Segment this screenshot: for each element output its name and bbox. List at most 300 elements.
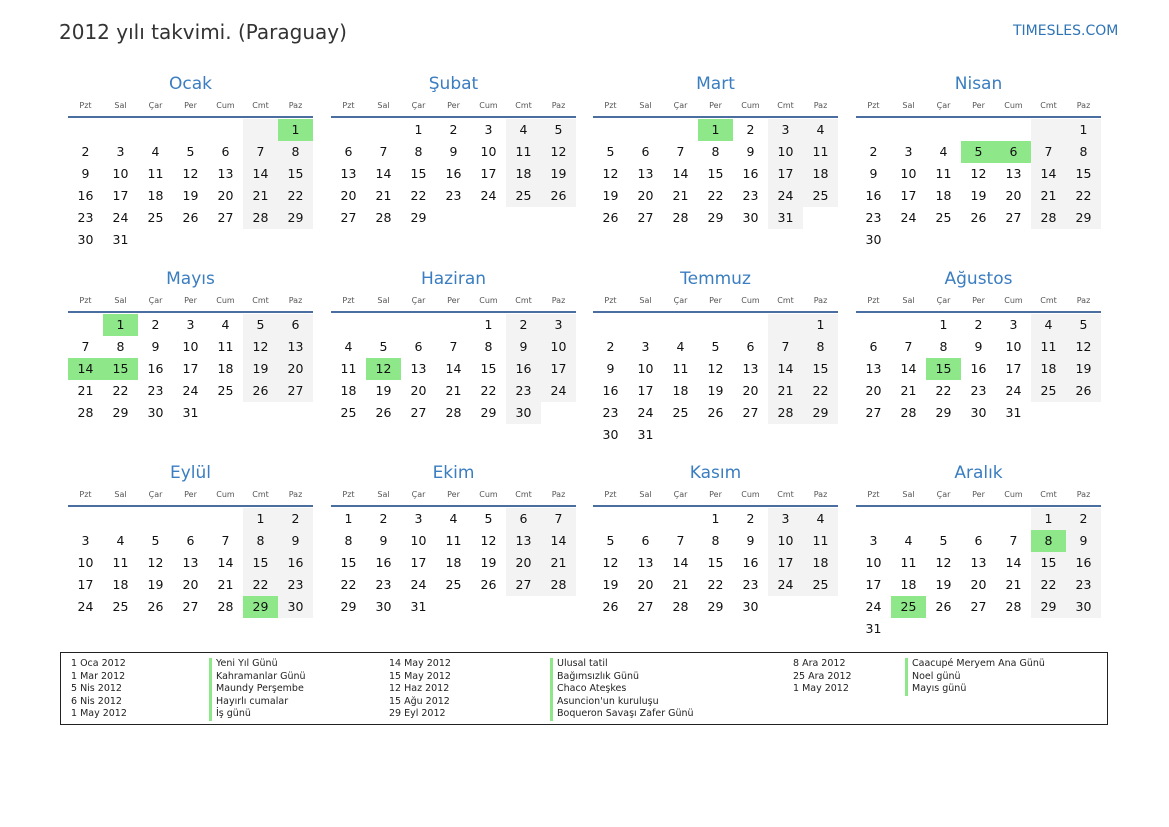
holiday-legend — [60, 652, 1108, 725]
day-cell: 26 — [480, 577, 497, 592]
legend-entry: 1 Oca 2012 — [71, 658, 126, 669]
empty-day-cell — [891, 618, 926, 640]
empty-day-cell — [803, 207, 838, 229]
day-cell: 29 — [1031, 596, 1066, 618]
legend-entry: 15 May 2012 — [389, 670, 451, 682]
day-cell: 1 — [1031, 508, 1066, 530]
day-cell: 8 — [711, 533, 720, 548]
day-cell: 6 — [869, 339, 878, 354]
empty-day-cell — [733, 314, 768, 336]
day-cell: 2 — [869, 144, 878, 159]
day-cell: 9 — [746, 144, 755, 159]
day-cell: 12 — [602, 555, 619, 570]
day-grid — [331, 314, 576, 424]
weekday-label: Per — [972, 296, 985, 305]
day-cell: 27 — [742, 405, 759, 420]
day-cell: 19 — [935, 577, 952, 592]
day-cell: 6 — [278, 314, 313, 336]
month-calendar — [593, 73, 838, 229]
legend-entry: Bağımsızlık Günü — [550, 671, 694, 684]
month-name: Haziran — [420, 269, 487, 289]
weekday-label: Cum — [479, 490, 498, 499]
day-cell: 10 — [182, 339, 199, 354]
day-cell: 20 — [742, 383, 759, 398]
weekday-header — [331, 99, 576, 113]
month-name: Ağustos — [944, 269, 1013, 289]
day-cell: 22 — [340, 577, 357, 592]
day-cell: 15 — [707, 166, 724, 181]
day-cell: 12 — [707, 361, 724, 376]
day-cell: 14 — [217, 555, 234, 570]
day-cell: 13 — [182, 555, 199, 570]
legend-entry: Chaco Ateşkes — [550, 683, 694, 696]
day-cell: 6 — [996, 141, 1031, 163]
day-cell: 14 — [445, 361, 462, 376]
month-calendar — [68, 268, 313, 424]
day-cell: 9 — [746, 533, 755, 548]
day-cell: 9 — [81, 166, 90, 181]
empty-day-cell — [926, 508, 961, 530]
month-name: Temmuz — [680, 269, 751, 289]
day-cell: 13 — [410, 361, 427, 376]
legend-entry: Caacupé Meryem Ana Günü — [905, 658, 1045, 671]
empty-day-cell — [208, 119, 243, 141]
day-cell: 21 — [445, 383, 462, 398]
weekday-label: Sal — [902, 490, 915, 499]
day-cell: 15 — [340, 555, 357, 570]
day-cell: 7 — [379, 144, 388, 159]
empty-day-cell — [541, 207, 576, 229]
empty-day-cell — [996, 508, 1031, 530]
legend-entry: 8 Ara 2012 — [793, 658, 846, 669]
day-cell: 9 — [151, 339, 160, 354]
day-cell: 18 — [445, 555, 462, 570]
day-cell: 14 — [768, 358, 803, 380]
day-cell: 24 — [112, 210, 129, 225]
day-cell: 1 — [939, 317, 948, 332]
day-cell: 11 — [1031, 336, 1066, 358]
day-cell: 29 — [707, 599, 724, 614]
day-cell: 24 — [900, 210, 917, 225]
day-cell: 6 — [746, 339, 755, 354]
day-cell: 31 — [768, 207, 803, 229]
day-cell: 8 — [803, 336, 838, 358]
legend-dates-col3 — [793, 658, 852, 696]
empty-day-cell — [331, 119, 366, 141]
header-divider — [68, 505, 313, 507]
day-cell: 20 — [278, 358, 313, 380]
day-cell: 3 — [81, 533, 90, 548]
empty-day-cell — [996, 229, 1031, 251]
day-cell: 1 — [103, 314, 138, 336]
day-grid — [593, 119, 838, 229]
day-cell: 28 — [445, 405, 462, 420]
day-cell: 27 — [278, 380, 313, 402]
empty-day-cell — [961, 229, 996, 251]
day-cell: 5 — [961, 141, 996, 163]
day-cell: 23 — [77, 210, 94, 225]
day-cell: 17 — [768, 163, 803, 185]
day-cell: 16 — [742, 555, 759, 570]
weekday-label: Per — [709, 296, 722, 305]
day-cell: 19 — [707, 383, 724, 398]
day-cell: 3 — [869, 533, 878, 548]
day-cell: 12 — [970, 166, 987, 181]
day-cell: 23 — [445, 188, 462, 203]
empty-day-cell — [68, 508, 103, 530]
month-name: Aralık — [954, 463, 1003, 483]
weekday-label: Cum — [1004, 101, 1023, 110]
day-cell: 4 — [803, 119, 838, 141]
day-cell: 31 — [112, 232, 129, 247]
legend-entry: Asuncion'un kuruluşu — [550, 696, 694, 709]
empty-day-cell — [436, 207, 471, 229]
empty-day-cell — [138, 508, 173, 530]
month-name: Mart — [696, 74, 735, 94]
day-cell: 16 — [375, 555, 392, 570]
empty-day-cell — [138, 119, 173, 141]
day-grid — [593, 314, 838, 446]
day-cell: 16 — [865, 188, 882, 203]
day-cell: 30 — [865, 232, 882, 247]
weekday-label: Cum — [741, 101, 760, 110]
day-cell: 24 — [541, 380, 576, 402]
weekday-label: Per — [972, 101, 985, 110]
month-name: Eylül — [169, 463, 212, 483]
day-cell: 10 — [900, 166, 917, 181]
empty-day-cell — [856, 508, 891, 530]
weekday-header — [856, 99, 1101, 113]
day-cell: 8 — [278, 141, 313, 163]
weekday-label: Paz — [1076, 490, 1091, 499]
weekday-header — [331, 488, 576, 502]
day-cell: 27 — [970, 599, 987, 614]
weekday-label: Çar — [673, 490, 688, 499]
month-calendar — [593, 462, 838, 618]
empty-day-cell — [173, 119, 208, 141]
weekday-label: Pzt — [342, 296, 355, 305]
day-cell: 17 — [541, 358, 576, 380]
day-cell: 7 — [1009, 533, 1018, 548]
day-cell: 26 — [707, 405, 724, 420]
legend-entry: 29 Eyl 2012 — [389, 708, 446, 720]
weekday-label: Paz — [1076, 296, 1091, 305]
day-cell: 23 — [278, 574, 313, 596]
day-cell: 2 — [81, 144, 90, 159]
day-cell: 3 — [768, 119, 803, 141]
day-cell: 17 — [865, 577, 882, 592]
day-cell: 19 — [1066, 358, 1101, 380]
day-cell: 28 — [768, 402, 803, 424]
day-cell: 8 — [1066, 141, 1101, 163]
day-cell: 12 — [480, 533, 497, 548]
weekday-header — [593, 294, 838, 308]
day-cell: 28 — [243, 207, 278, 229]
empty-day-cell — [1031, 229, 1066, 251]
day-cell: 9 — [869, 166, 878, 181]
day-cell: 31 — [637, 427, 654, 442]
empty-day-cell — [803, 424, 838, 446]
empty-day-cell — [891, 229, 926, 251]
day-cell: 31 — [865, 621, 882, 636]
empty-day-cell — [243, 402, 278, 424]
day-cell: 5 — [606, 533, 615, 548]
day-cell: 27 — [182, 599, 199, 614]
legend-entry: Mayıs günü — [905, 683, 1045, 696]
day-cell: 8 — [1031, 530, 1066, 552]
day-cell: 15 — [103, 358, 138, 380]
day-cell: 25 — [891, 596, 926, 618]
day-cell: 26 — [935, 599, 952, 614]
empty-day-cell — [1031, 402, 1066, 424]
day-cell: 2 — [278, 508, 313, 530]
day-cell: 29 — [278, 207, 313, 229]
day-cell: 23 — [742, 188, 759, 203]
empty-day-cell — [208, 229, 243, 251]
weekday-label: Cmt — [515, 296, 532, 305]
day-cell: 6 — [344, 144, 353, 159]
day-cell: 14 — [68, 358, 103, 380]
day-cell: 15 — [278, 163, 313, 185]
day-cell: 30 — [742, 599, 759, 614]
day-cell: 20 — [637, 577, 654, 592]
day-cell: 22 — [410, 188, 427, 203]
empty-day-cell — [768, 596, 803, 618]
day-cell: 1 — [344, 511, 353, 526]
day-cell: 10 — [410, 533, 427, 548]
weekday-header — [68, 488, 313, 502]
day-cell: 25 — [112, 599, 129, 614]
day-cell: 24 — [768, 574, 803, 596]
day-cell: 19 — [243, 358, 278, 380]
day-cell: 26 — [970, 210, 987, 225]
day-cell: 12 — [935, 555, 952, 570]
day-cell: 24 — [182, 383, 199, 398]
day-cell: 22 — [112, 383, 129, 398]
site-link[interactable]: TIMESLES.COM — [1013, 23, 1119, 39]
empty-day-cell — [663, 424, 698, 446]
weekday-label: Paz — [288, 101, 303, 110]
day-cell: 29 — [935, 405, 952, 420]
day-cell: 30 — [278, 596, 313, 618]
day-cell: 6 — [641, 533, 650, 548]
header-divider — [331, 505, 576, 507]
empty-day-cell — [278, 402, 313, 424]
day-cell: 5 — [606, 144, 615, 159]
day-cell: 6 — [414, 339, 423, 354]
empty-day-cell — [278, 229, 313, 251]
legend-entry: Noel günü — [905, 671, 1045, 684]
day-cell: 11 — [112, 555, 129, 570]
header-divider — [593, 505, 838, 507]
day-cell: 12 — [602, 166, 619, 181]
day-cell: 30 — [506, 402, 541, 424]
day-cell: 9 — [606, 361, 615, 376]
month-calendar — [593, 268, 838, 446]
day-cell: 29 — [243, 596, 278, 618]
day-cell: 14 — [541, 530, 576, 552]
month-calendar — [331, 73, 576, 229]
weekday-label: Pzt — [867, 490, 880, 499]
header-divider — [68, 116, 313, 118]
weekday-label: Çar — [411, 296, 426, 305]
day-cell: 23 — [375, 577, 392, 592]
day-cell: 16 — [506, 358, 541, 380]
day-grid — [331, 119, 576, 229]
weekday-label: Çar — [148, 490, 163, 499]
day-cell: 30 — [77, 232, 94, 247]
day-cell: 25 — [803, 185, 838, 207]
day-cell: 29 — [707, 210, 724, 225]
day-cell: 18 — [217, 361, 234, 376]
weekday-label: Pzt — [604, 101, 617, 110]
weekday-label: Paz — [551, 296, 566, 305]
day-cell: 16 — [278, 552, 313, 574]
day-cell: 12 — [243, 336, 278, 358]
empty-day-cell — [1066, 402, 1101, 424]
month-calendar — [68, 73, 313, 251]
weekday-header — [593, 99, 838, 113]
month-name: Kasım — [689, 463, 742, 483]
day-cell: 19 — [970, 188, 987, 203]
day-cell: 10 — [637, 361, 654, 376]
day-cell: 2 — [506, 314, 541, 336]
day-cell: 14 — [243, 163, 278, 185]
day-cell: 21 — [375, 188, 392, 203]
day-cell: 19 — [602, 188, 619, 203]
empty-day-cell — [103, 119, 138, 141]
day-cell: 7 — [81, 339, 90, 354]
day-cell: 7 — [676, 144, 685, 159]
day-cell: 14 — [672, 166, 689, 181]
day-cell: 3 — [768, 508, 803, 530]
empty-day-cell — [366, 314, 401, 336]
day-cell: 10 — [1005, 339, 1022, 354]
day-cell: 24 — [768, 185, 803, 207]
header-divider — [856, 311, 1101, 313]
weekday-label: Cum — [216, 101, 235, 110]
legend-entry: Yeni Yıl Günü — [209, 658, 306, 671]
day-grid — [593, 508, 838, 618]
day-cell: 20 — [637, 188, 654, 203]
day-cell: 6 — [221, 144, 230, 159]
day-cell: 1 — [414, 122, 423, 137]
weekday-label: Cmt — [777, 296, 794, 305]
day-cell: 24 — [637, 405, 654, 420]
weekday-label: Per — [447, 490, 460, 499]
month-calendar — [856, 462, 1101, 640]
day-cell: 26 — [375, 405, 392, 420]
month-calendar — [856, 268, 1101, 424]
empty-day-cell — [366, 119, 401, 141]
day-cell: 24 — [77, 599, 94, 614]
day-cell: 4 — [506, 119, 541, 141]
weekday-header — [593, 488, 838, 502]
day-cell: 20 — [506, 552, 541, 574]
day-cell: 14 — [900, 361, 917, 376]
weekday-label: Sal — [377, 101, 390, 110]
day-cell: 17 — [768, 552, 803, 574]
empty-day-cell — [506, 207, 541, 229]
day-cell: 4 — [904, 533, 913, 548]
month-name: Ocak — [169, 74, 212, 94]
legend-entry: 1 Mar 2012 — [71, 670, 126, 682]
empty-day-cell — [926, 119, 961, 141]
weekday-label: Cmt — [777, 490, 794, 499]
day-cell: 3 — [116, 144, 125, 159]
empty-day-cell — [961, 618, 996, 640]
empty-day-cell — [506, 596, 541, 618]
weekday-label: Cum — [741, 296, 760, 305]
day-cell: 24 — [480, 188, 497, 203]
weekday-label: Paz — [288, 490, 303, 499]
day-cell: 6 — [641, 144, 650, 159]
day-cell: 10 — [480, 144, 497, 159]
day-cell: 7 — [221, 533, 230, 548]
legend-entry: 25 Ara 2012 — [793, 670, 852, 682]
day-cell: 5 — [243, 314, 278, 336]
day-cell: 15 — [410, 166, 427, 181]
day-cell: 20 — [970, 577, 987, 592]
day-cell: 16 — [1066, 552, 1101, 574]
legend-names-col2 — [550, 658, 694, 721]
weekday-label: Çar — [673, 296, 688, 305]
day-cell: 5 — [1066, 314, 1101, 336]
weekday-label: Çar — [148, 101, 163, 110]
empty-day-cell — [961, 508, 996, 530]
header-divider — [856, 505, 1101, 507]
day-cell: 17 — [480, 166, 497, 181]
day-cell: 15 — [803, 358, 838, 380]
weekday-label: Sal — [377, 296, 390, 305]
empty-day-cell — [173, 508, 208, 530]
empty-day-cell — [891, 508, 926, 530]
day-cell: 22 — [935, 383, 952, 398]
month-calendar — [856, 73, 1101, 251]
weekday-label: Pzt — [604, 296, 617, 305]
empty-day-cell — [331, 314, 366, 336]
empty-day-cell — [471, 596, 506, 618]
day-cell: 21 — [77, 383, 94, 398]
day-cell: 11 — [900, 555, 917, 570]
day-cell: 26 — [541, 185, 576, 207]
weekday-label: Cmt — [515, 101, 532, 110]
empty-day-cell — [243, 119, 278, 141]
day-cell: 30 — [147, 405, 164, 420]
day-cell: 16 — [602, 383, 619, 398]
day-cell: 29 — [340, 599, 357, 614]
day-cell: 14 — [375, 166, 392, 181]
weekday-label: Çar — [148, 296, 163, 305]
empty-day-cell — [593, 314, 628, 336]
header-divider — [856, 116, 1101, 118]
day-cell: 7 — [676, 533, 685, 548]
day-cell: 17 — [900, 188, 917, 203]
day-cell: 12 — [182, 166, 199, 181]
weekday-label: Pzt — [79, 296, 92, 305]
day-cell: 3 — [414, 511, 423, 526]
weekday-label: Çar — [936, 490, 951, 499]
day-cell: 13 — [970, 555, 987, 570]
legend-entry: 6 Nis 2012 — [71, 695, 122, 707]
month-calendar — [331, 462, 576, 618]
day-cell: 7 — [1031, 141, 1066, 163]
header-divider — [331, 116, 576, 118]
day-cell: 22 — [707, 188, 724, 203]
day-cell: 12 — [1066, 336, 1101, 358]
day-cell: 3 — [641, 339, 650, 354]
day-cell: 23 — [970, 383, 987, 398]
